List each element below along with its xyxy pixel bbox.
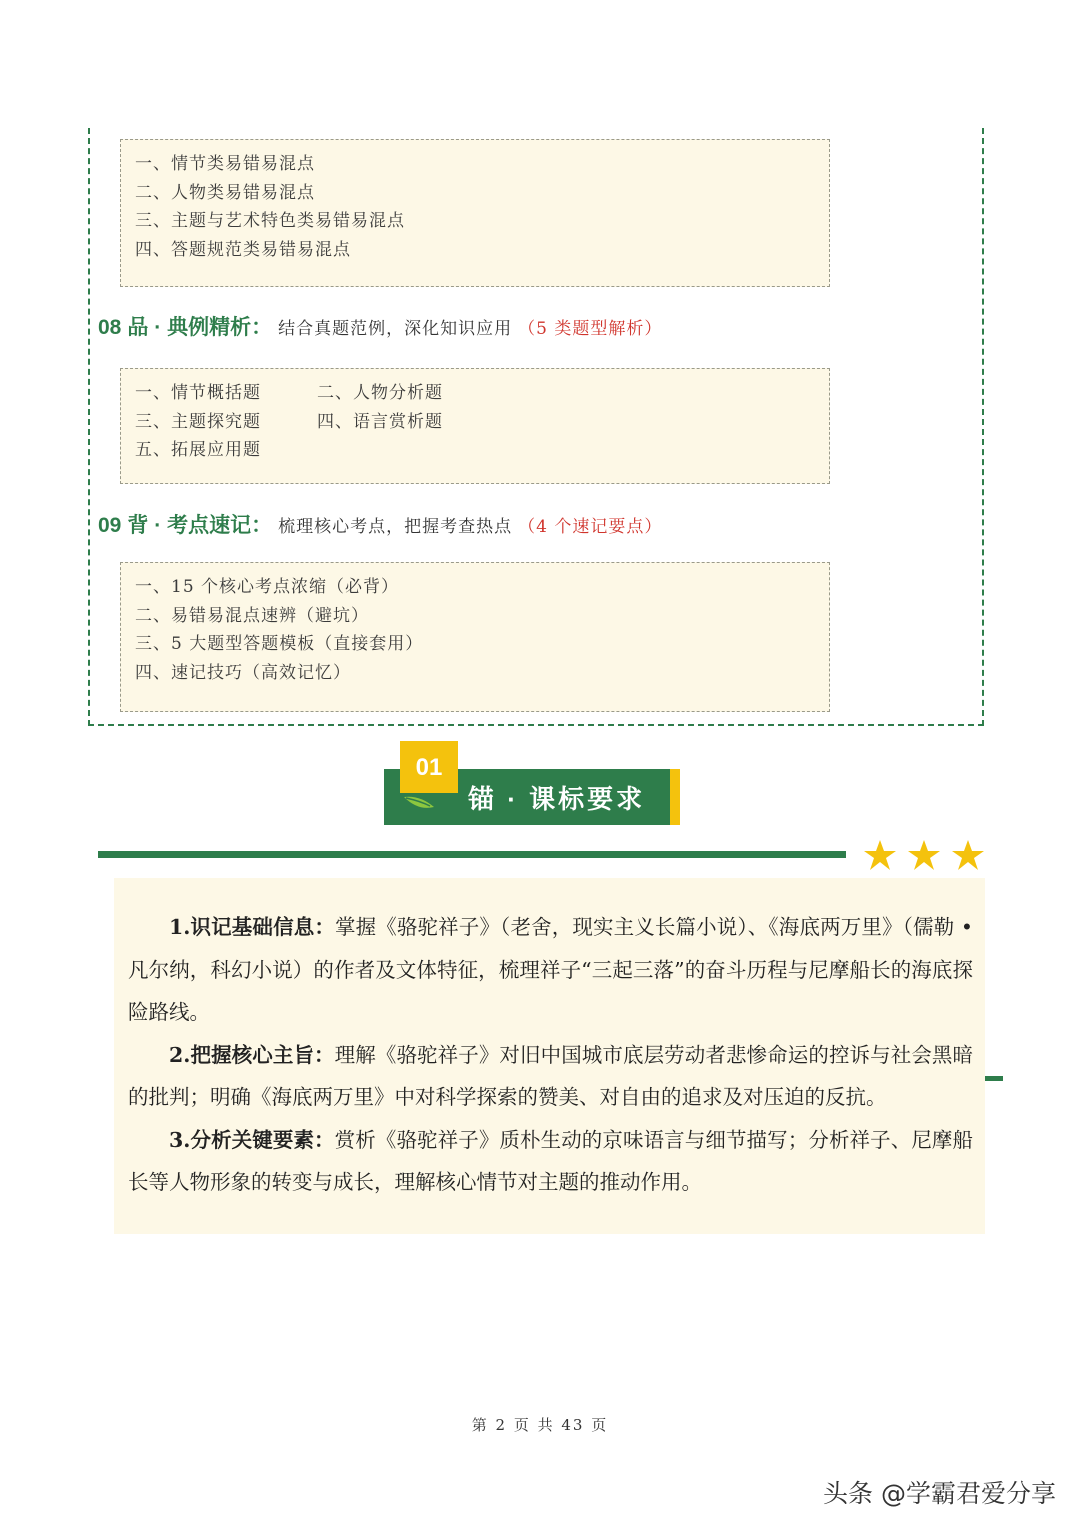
requirement-text: 赏析《骆驼祥子》质朴生动的京味语言与细节描写；分析祥子、尼摩船长等人物形象的转变与成长，理解核心情节对主题的推动作用。 — [128, 1127, 974, 1194]
requirement-text: 理解《骆驼祥子》对旧中国城市底层劳动者悲惨命运的控诉与社会黑暗的批判；明确《海底两万里》中对科学探索的赞美、对自由的追求及对压迫的反抗。 — [128, 1042, 974, 1109]
section-banner — [384, 741, 694, 827]
banner-title: 锚 · 课标要求 — [468, 784, 646, 814]
memory-points-box — [120, 562, 830, 712]
list-item: 四、速记技巧（高效记忆） — [135, 662, 351, 683]
list-item: 三、主题与艺术特色类易错易混点 — [135, 211, 405, 231]
error-points-box — [120, 139, 830, 287]
list-item: 三、主题探究题 — [135, 411, 261, 432]
section-09-number: 09 — [98, 514, 122, 537]
list-item: 一、情节类易错易混点 — [135, 154, 315, 174]
requirement-paragraph — [128, 906, 973, 1034]
page-number: 第 2 页 共 43 页 — [471, 1416, 609, 1434]
question-types-box — [120, 368, 830, 484]
requirement-label: 2.把握核心主旨： — [169, 1042, 335, 1067]
stars-decoration — [862, 838, 988, 872]
requirement-label: 1.识记基础信息： — [169, 915, 335, 939]
star-icon — [908, 840, 940, 870]
section-08-heading — [98, 315, 662, 342]
curriculum-requirements — [114, 878, 985, 1234]
watermark: 头条 @学霸君爱分享 — [823, 1479, 1056, 1508]
star-icon — [864, 840, 896, 870]
section-09-heading — [98, 513, 662, 540]
list-item: 二、易错易混点速辨（避坑） — [135, 605, 369, 626]
section-08-highlight: （5 类题型解析） — [518, 319, 663, 339]
divider-line — [98, 851, 846, 858]
star-icon — [952, 840, 984, 870]
list-item: 一、情节概括题 — [135, 383, 261, 403]
section-09-highlight: （4 个速记要点） — [518, 517, 663, 537]
list-item: 四、答题规范类易错易混点 — [135, 239, 351, 260]
requirement-paragraph — [128, 1119, 973, 1204]
list-item: 三、5 大题型答题模板（直接套用） — [135, 634, 424, 654]
section-08-title: 品 · 典例精析： — [127, 316, 273, 339]
requirement-text: 掌握《骆驼祥子》（老舍，现实主义长篇小说）、《海底两万里》（儒勒 • 凡尔纳，科幻小说）的作者及文体特征，梳理祥子“三起三落”的奋斗历程与尼摩船长的海底探险路线。 — [128, 915, 974, 1024]
list-item: 五、拓展应用题 — [135, 440, 261, 460]
side-accent-bar — [985, 1076, 1003, 1081]
requirement-paragraph — [128, 1034, 973, 1119]
banner-number: 01 — [400, 741, 458, 793]
list-item: 一、15 个核心考点浓缩（必背） — [135, 577, 400, 597]
leaf-icon — [400, 793, 440, 815]
section-09-desc: 梳理核心考点，把握考查热点 — [278, 517, 513, 537]
list-item: 二、人物类易错易混点 — [135, 182, 315, 203]
list-item: 四、语言赏析题 — [317, 411, 443, 432]
section-09-title: 背 · 考点速记： — [127, 514, 273, 537]
section-08-desc: 结合真题范例，深化知识应用 — [278, 319, 513, 339]
section-08-number: 08 — [98, 316, 122, 339]
list-item: 二、人物分析题 — [317, 383, 443, 403]
requirement-label: 3.分析关键要素： — [169, 1127, 335, 1152]
